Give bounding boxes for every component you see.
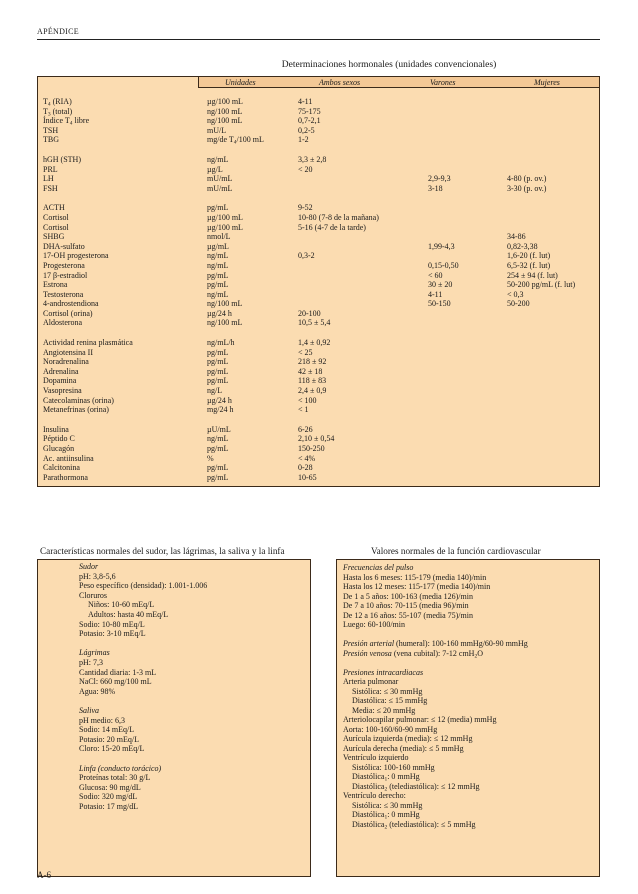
list-item: De 1 a 5 años: 100-163 (media 126)/min xyxy=(343,591,473,601)
list-item: Lágrimas xyxy=(79,648,110,658)
cell-men: 2,9-9,3 xyxy=(428,174,451,184)
cell-units: ng/mL xyxy=(207,154,229,164)
list-item: Sistólica: ≤ 30 mmHg xyxy=(352,800,423,810)
list-item: Potasio: 17 mg/dL xyxy=(79,802,139,811)
list-item: Agua: 98% xyxy=(79,686,116,696)
list-item: Linfa (conducto torácico) xyxy=(79,763,162,773)
cell-units: pg/mL xyxy=(207,366,229,376)
cell-analyte: 4-androstendiona xyxy=(43,299,99,309)
list-item: Frecuencias del pulso xyxy=(343,563,414,572)
header-rule xyxy=(37,39,600,40)
table-row xyxy=(37,386,600,396)
list-item: Glucosa: 90 mg/dL xyxy=(79,782,141,792)
cell-units: mU/L xyxy=(207,125,227,135)
list-item: Presión arterial (humeral): 100-160 mmHg/60-90 mmHg xyxy=(343,639,528,648)
cell-units: ng/L xyxy=(207,386,223,396)
cell-units: ng/mL xyxy=(207,289,229,299)
list-item: De 12 a 16 años: 55-107 (media 75)/min xyxy=(343,610,473,620)
cell-units: mg/24 h xyxy=(207,405,234,415)
page-number: A-6 xyxy=(37,870,51,880)
hormone-table-body xyxy=(37,97,600,482)
cell-analyte: LH xyxy=(43,174,54,184)
cell-analyte: Testosterona xyxy=(43,289,84,299)
table-row xyxy=(37,213,600,223)
table-row xyxy=(37,174,600,184)
table-row xyxy=(37,165,600,175)
cell-units: µg/100 mL xyxy=(207,212,243,222)
fluids-panel-title: Características normales del sudor, las lágrimas, la saliva y la linfa xyxy=(40,546,285,556)
cell-both-sexes: 10,5 ± 5,4 xyxy=(298,318,331,328)
cell-both-sexes: 10-65 xyxy=(298,472,317,482)
list-item: Niños: 10-60 mEq/L xyxy=(88,600,155,610)
cell-both-sexes: 1-2 xyxy=(298,135,309,145)
cell-both-sexes: < 20 xyxy=(298,164,313,174)
table-row xyxy=(37,280,600,290)
cell-both-sexes: 218 ± 92 xyxy=(298,357,327,367)
cell-units: pg/mL xyxy=(207,472,229,482)
cell-units: ng/100 mL xyxy=(207,318,243,328)
cell-analyte: Cortisol (orina) xyxy=(43,308,93,318)
table-row xyxy=(37,107,600,117)
cell-both-sexes: 10-80 (7-8 de la mañana) xyxy=(298,212,379,222)
table-row xyxy=(37,116,600,126)
list-item: Presiones intracardiacas xyxy=(343,667,424,677)
cell-women: 34-86 xyxy=(507,232,526,242)
header-unidades: Unidades xyxy=(225,78,256,87)
cell-units: pg/mL xyxy=(207,347,229,357)
list-item: Diastólica$_2$ (telediastólica): ≤ 12 mmHg xyxy=(352,781,480,792)
table-row xyxy=(37,318,600,328)
cell-men: 3-18 xyxy=(428,183,443,193)
list-item: Ventrículo derecho: xyxy=(343,791,406,800)
cell-analyte: Índice $T_4$ libre xyxy=(43,116,90,127)
list-item: Saliva xyxy=(79,706,99,715)
cell-analyte: DHA-sulfato xyxy=(43,241,85,251)
cell-men: 4-11 xyxy=(428,289,443,299)
list-item: Potasio: 3-10 mEq/L xyxy=(79,629,146,639)
cell-analyte: FSH xyxy=(43,183,58,193)
table-row xyxy=(37,242,600,252)
table-row xyxy=(37,348,600,358)
cell-units: pg/mL xyxy=(207,270,229,280)
cell-analyte: Catecolaminas (orina) xyxy=(43,395,114,405)
table-row xyxy=(37,454,600,464)
list-item: Arteria pulmonar xyxy=(343,677,399,686)
running-head: APÉNDICE xyxy=(37,27,79,36)
table-row xyxy=(37,425,600,435)
cell-units: mg/de $T_4/100$ mL xyxy=(207,135,264,146)
header-ambos-sexos: Ambos sexos xyxy=(319,78,361,87)
list-item: Hasta los 6 meses: 115-179 (media 140)/min xyxy=(343,572,487,582)
table-row xyxy=(37,261,600,271)
cell-both-sexes: 118 ± 83 xyxy=(298,376,327,386)
cell-analyte: Cortisol xyxy=(43,222,69,232)
cell-analyte: Dopamina xyxy=(43,376,77,386)
list-item: Aurícula izquierda (media): ≤ 12 mmHg xyxy=(343,734,473,743)
cell-analyte: 17-OH progesterona xyxy=(43,251,109,261)
cell-both-sexes: 9-52 xyxy=(298,203,313,213)
cell-analyte: Vasopresina xyxy=(43,386,82,396)
cell-analyte: Estrona xyxy=(43,280,68,290)
cell-women: 1,6-20 (f. lut) xyxy=(507,251,551,261)
cell-both-sexes: 0-28 xyxy=(298,463,313,473)
cell-units: µU/mL xyxy=(207,424,231,434)
cell-units: ng/100 mL xyxy=(207,299,243,309)
list-item: Aorta: 100-160/60-90 mmHg xyxy=(343,724,438,734)
table-row xyxy=(37,232,600,242)
table-row xyxy=(37,405,600,415)
list-item: Hasta los 12 meses: 115-177 (media 140)/min xyxy=(343,582,491,591)
cell-both-sexes: < 4% xyxy=(298,453,316,463)
cell-units: nmol/L xyxy=(207,232,231,242)
table-row xyxy=(37,97,600,107)
list-item: Diastólica$_1$: 0 mmHg xyxy=(352,772,420,783)
cell-men: 30 ± 20 xyxy=(428,280,453,290)
cell-units: ng/mL/h xyxy=(207,338,235,348)
cell-units: ng/mL xyxy=(207,251,229,261)
cell-men: < 60 xyxy=(428,270,443,280)
table-row xyxy=(37,357,600,367)
cell-units: ng/mL xyxy=(207,260,229,270)
list-item: De 7 a 10 años: 70-115 (media 96)/min xyxy=(343,601,469,610)
list-item: Potasio: 20 mEq/L xyxy=(79,734,139,744)
list-item: Sudor xyxy=(79,562,99,571)
cell-analyte: PRL xyxy=(43,164,58,174)
cell-both-sexes: 1,4 ± 0,92 xyxy=(298,338,331,348)
table-row xyxy=(37,338,600,348)
header-mujeres: Mujeres xyxy=(534,78,560,87)
cell-women: < 0,3 xyxy=(507,289,524,299)
cell-analyte: Aldosterona xyxy=(43,318,83,328)
table-row xyxy=(37,126,600,136)
cell-both-sexes: < 1 xyxy=(298,405,309,415)
table-row xyxy=(37,396,600,406)
table-row xyxy=(37,135,600,145)
cell-analyte: Noradrenalina xyxy=(43,357,89,367)
cell-both-sexes: 0,3-2 xyxy=(298,251,315,261)
cell-women: 3-30 (p. ov.) xyxy=(507,183,547,193)
cell-analyte: $T_4$ (RIA) xyxy=(43,97,72,108)
cell-men: 50-150 xyxy=(428,299,451,309)
cell-both-sexes: 42 ± 18 xyxy=(298,366,323,376)
list-item: pH medio: 6,3 xyxy=(79,715,125,725)
cell-both-sexes: 2,10 ± 0,54 xyxy=(298,434,335,444)
cell-both-sexes: < 25 xyxy=(298,347,313,357)
cell-analyte: Ac. antiinsulina xyxy=(43,453,94,463)
cell-both-sexes: 0,7-2,1 xyxy=(298,116,321,126)
fluids-panel xyxy=(37,559,311,877)
cell-units: mU/mL xyxy=(207,174,233,184)
cell-analyte: TSH xyxy=(43,125,59,135)
cell-units: µg/100 mL xyxy=(207,222,243,232)
list-item: Peso específico (densidad): 1.001-1.006 xyxy=(79,581,208,591)
hormone-table-title: Determinaciones hormonales (unidades convencionales) xyxy=(281,60,497,70)
cell-both-sexes: 0,2-5 xyxy=(298,125,315,135)
list-item: Sodio: 14 mEq/L xyxy=(79,725,135,735)
cell-units: pg/mL xyxy=(207,444,229,453)
list-item: Cantidad diaria: 1-3 mL xyxy=(79,667,157,677)
table-row xyxy=(37,367,600,377)
cardio-panel xyxy=(336,559,600,877)
list-item: Diastólica: ≤ 15 mmHg xyxy=(352,696,428,705)
cell-analyte: Metanefrinas (orina) xyxy=(43,405,109,415)
table-row xyxy=(37,463,600,473)
cell-analyte: Glucagón xyxy=(43,444,75,453)
cell-analyte: SHBG xyxy=(43,232,65,242)
list-item: Diastólica$_2$ (telediastólica): ≤ 5 mmHg xyxy=(352,819,476,830)
cell-units: pg/mL xyxy=(207,203,229,213)
table-row xyxy=(37,155,600,165)
cell-analyte: hGH (STH) xyxy=(43,154,81,164)
list-item: Luego: 60-100/min xyxy=(343,620,405,629)
hormone-table-header xyxy=(198,76,600,88)
cell-analyte: Cortisol xyxy=(43,212,69,222)
cell-units: ng/100 mL xyxy=(207,106,243,116)
list-item: Diastólica$_1$: 0 mmHg xyxy=(352,810,420,821)
list-item: pH: 3,8-5,6 xyxy=(79,571,116,581)
cell-units: µg/mL xyxy=(207,241,229,251)
cell-analyte: $T_3$ (total) xyxy=(43,106,73,118)
table-row xyxy=(37,203,600,213)
cell-units: µg/24 h xyxy=(207,395,232,405)
cell-analyte: Péptido C xyxy=(43,434,75,444)
cell-both-sexes: 20-100 xyxy=(298,308,321,318)
cell-both-sexes: 2,4 ± 0,9 xyxy=(298,386,327,396)
list-item: Sodio: 10-80 mEq/L xyxy=(79,619,145,629)
cell-men: 0,15-0,50 xyxy=(428,260,459,270)
list-item: Ventrículo izquierdo xyxy=(343,753,409,762)
cell-analyte: ACTH xyxy=(43,203,65,213)
list-item: Cloro: 15-20 mEq/L xyxy=(79,744,145,754)
cell-analyte: Adrenalina xyxy=(43,366,79,376)
cell-units: µg/L xyxy=(207,164,223,174)
list-item: Sistólica: 100-160 mmHg xyxy=(352,762,435,772)
cell-units: % xyxy=(207,453,214,463)
table-row xyxy=(37,309,600,319)
cell-women: 50-200 pg/mL (f. lut) xyxy=(507,280,576,290)
cell-analyte: Progesterona xyxy=(43,260,85,270)
list-item: Adultos: hasta 40 mEq/L xyxy=(88,610,169,619)
cell-analyte: Parathormona xyxy=(43,472,88,482)
cell-women: 4-80 (p. ov.) xyxy=(507,174,547,184)
list-item: Sodio: 320 mg/dL xyxy=(79,792,138,802)
list-item: Cloruros xyxy=(79,590,107,600)
cardio-panel-title: Valores normales de la función cardiovascular xyxy=(371,546,541,556)
list-item: Media: ≤ 20 mmHg xyxy=(352,705,416,715)
list-item: Sistólica: ≤ 30 mmHg xyxy=(352,686,423,696)
cell-both-sexes: 150-250 xyxy=(298,444,325,453)
header-varones: Varones xyxy=(430,78,456,87)
list-item: Presión venosa (vena cubital): 7-12 cmH$_2$O xyxy=(343,648,483,659)
cell-men: 1,99-4,3 xyxy=(428,241,455,251)
cell-units: pg/mL xyxy=(207,463,229,473)
table-row xyxy=(37,299,600,309)
cell-units: pg/mL xyxy=(207,376,229,386)
cell-women: 50-200 xyxy=(507,299,530,309)
cell-units: pg/mL xyxy=(207,357,229,367)
cell-analyte: Calcitonina xyxy=(43,463,80,473)
cell-women: 0,82-3,38 xyxy=(507,241,538,251)
cell-units: µg/24 h xyxy=(207,308,232,318)
cell-both-sexes: 4-11 xyxy=(298,97,313,106)
list-item: pH: 7,3 xyxy=(79,658,103,667)
table-row xyxy=(37,434,600,444)
cell-units: ng/mL xyxy=(207,434,229,444)
cell-women: 6,5-32 (f. lut) xyxy=(507,260,551,270)
cell-both-sexes: 75-175 xyxy=(298,106,321,116)
cell-both-sexes: < 100 xyxy=(298,395,317,405)
cell-analyte: Actividad renina plasmática xyxy=(43,338,133,348)
cell-units: µg/100 mL xyxy=(207,97,243,106)
cell-analyte: Insulina xyxy=(43,424,69,434)
cell-analyte: Angiotensina II xyxy=(43,347,93,357)
cell-both-sexes: 3,3 ± 2,8 xyxy=(298,154,327,164)
cell-units: ng/100 mL xyxy=(207,116,243,126)
cell-women: 254 ± 94 (f. lut) xyxy=(507,270,558,280)
list-item: Arteriolocapilar pulmonar: ≤ 12 (media) mmHg xyxy=(343,715,497,724)
table-row xyxy=(37,271,600,281)
cell-both-sexes: 5-16 (4-7 de la tarde) xyxy=(298,222,366,232)
table-row xyxy=(37,223,600,233)
list-item: Proteínas total: 30 g/L xyxy=(79,773,151,783)
cell-both-sexes: 6-26 xyxy=(298,424,313,434)
table-row xyxy=(37,251,600,261)
list-item: Aurícula derecha (media): ≤ 5 mmHg xyxy=(343,743,464,753)
cell-units: mU/mL xyxy=(207,183,233,193)
table-row xyxy=(37,290,600,300)
table-row xyxy=(37,444,600,454)
cell-analyte: TBG xyxy=(43,135,59,145)
table-row xyxy=(37,473,600,483)
table-row xyxy=(37,184,600,194)
cell-units: pg/mL xyxy=(207,280,229,290)
table-row xyxy=(37,376,600,386)
cell-analyte: 17 β-estradiol xyxy=(43,270,88,280)
list-item: NaCl: 660 mg/100 mL xyxy=(79,677,152,687)
